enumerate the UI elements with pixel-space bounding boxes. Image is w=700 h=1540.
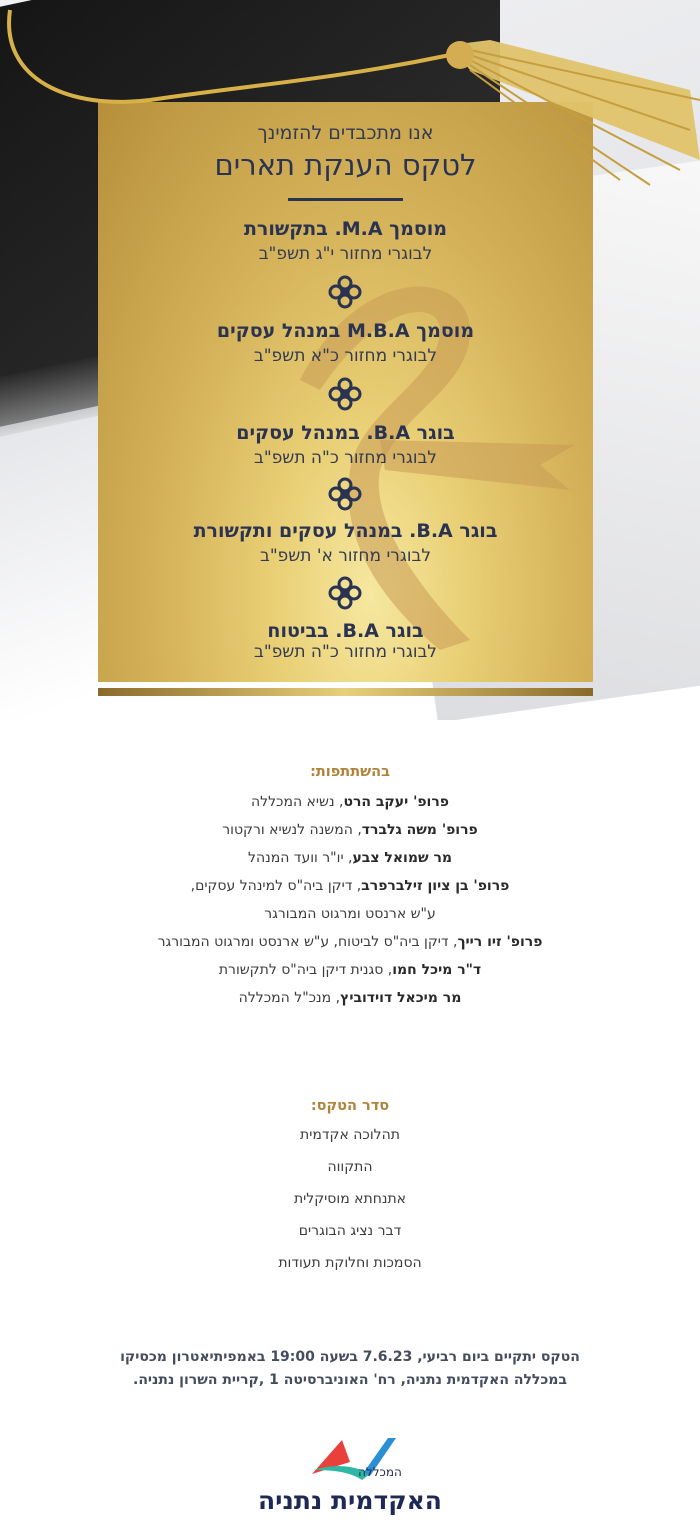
participant-name: ד"ר מיכל חמו [392,962,482,978]
college-logo [250,1432,450,1522]
logo-main-text: האקדמית נתניה [258,1486,442,1515]
participant-role: , יו"ר וועד המנהל [247,850,353,866]
flower-ornament-icon [328,377,362,411]
participant-name: פרופ' משה גלברד [361,822,478,838]
participant-line [0,822,700,838]
ceremony-item: הסמכות וחלוקת תעודות [278,1255,422,1271]
program-name: בוגר B.A. במנהל עסקים [236,422,455,444]
participant-line [0,990,700,1006]
participant-role: , דיקן ביה"ס למינהל עסקים, [190,878,362,894]
participants-title: בהשתתפות: [310,764,390,780]
invitation-title: לטקס הענקת תארים [214,148,477,182]
participant-line [0,934,700,950]
program-sub: לבוגרי מחזור כ"ה תשפ"ב [254,642,437,662]
participant-role: , נשיא המכללה [250,794,344,810]
participant-name: פרופ' בן ציון זילברפרב [361,878,510,894]
event-details-line2: במכללה האקדמית נתניה, רח' האוניברסיטה 1 ,קריית השרון נתניה. [133,1372,567,1388]
program-sub: לבוגרי מחזור א' תשפ"ב [259,546,432,566]
participant-role: ע"ש ארנסט ומרגוט המבורגר [264,906,436,922]
flower-ornament-icon [328,477,362,511]
invitation-intro: אנו מתכבדים להזמינך [257,122,434,144]
participant-name: פרופ' יעקב הרט [343,794,450,810]
invitation-card [98,102,593,682]
logo-small-text: המכללה [358,1465,402,1479]
participant-name: פרופ' זיו רייך [457,934,543,950]
ceremony-title: סדר הטקס: [310,1098,390,1114]
gold-underline [98,688,593,696]
participant-line [0,962,700,978]
program-name: מוסמך M.B.A במנהל עסקים [216,320,475,342]
flower-ornament-icon [328,576,362,610]
participant-role: , מנכ"ל המכללה [238,990,341,1006]
participant-line [0,794,700,810]
participant-role: , דיקן ביה"ס לביטוח, ע"ש ארנסט ומרגוט המבורגר [157,934,458,950]
program-sub: לבוגרי מחזור י"ג תשפ"ב [258,244,433,264]
participant-line [0,878,700,894]
participant-name: מר מיכאל דוידוביץ [340,990,462,1006]
hero-image [0,0,700,720]
participant-line [0,850,700,866]
ceremony-item: דבר נציג הבוגרים [298,1223,402,1239]
program-name: בוגר B.A. במנהל עסקים ותקשורת [193,520,498,542]
program-name: מוסמך M.A. בתקשורת [243,218,448,240]
participant-role: , סגנית דיקן ביה"ס לתקשורת [218,962,393,978]
participant-name: מר שמואל צבע [352,850,453,866]
program-name: בוגר B.A. בביטוח [267,620,424,642]
program-sub: לבוגרי מחזור כ"א תשפ"ב [253,346,438,366]
participant-role: , המשנה לנשיא ורקטור [222,822,362,838]
flower-ornament-icon [328,275,362,309]
participant-line [0,906,700,922]
ceremony-item: התקווה [327,1159,373,1175]
ceremony-item: אתנחתא מוסיקלית [293,1191,407,1207]
ceremony-item: תהלוכה אקדמית [300,1127,400,1143]
program-sub: לבוגרי מחזור כ"ה תשפ"ב [254,448,437,468]
title-separator [288,198,403,201]
event-details-line1: הטקס יתקיים ביום רביעי, 7.6.23 בשעה 19:00 באמפיתיאטרון מכסיקו [120,1349,580,1365]
